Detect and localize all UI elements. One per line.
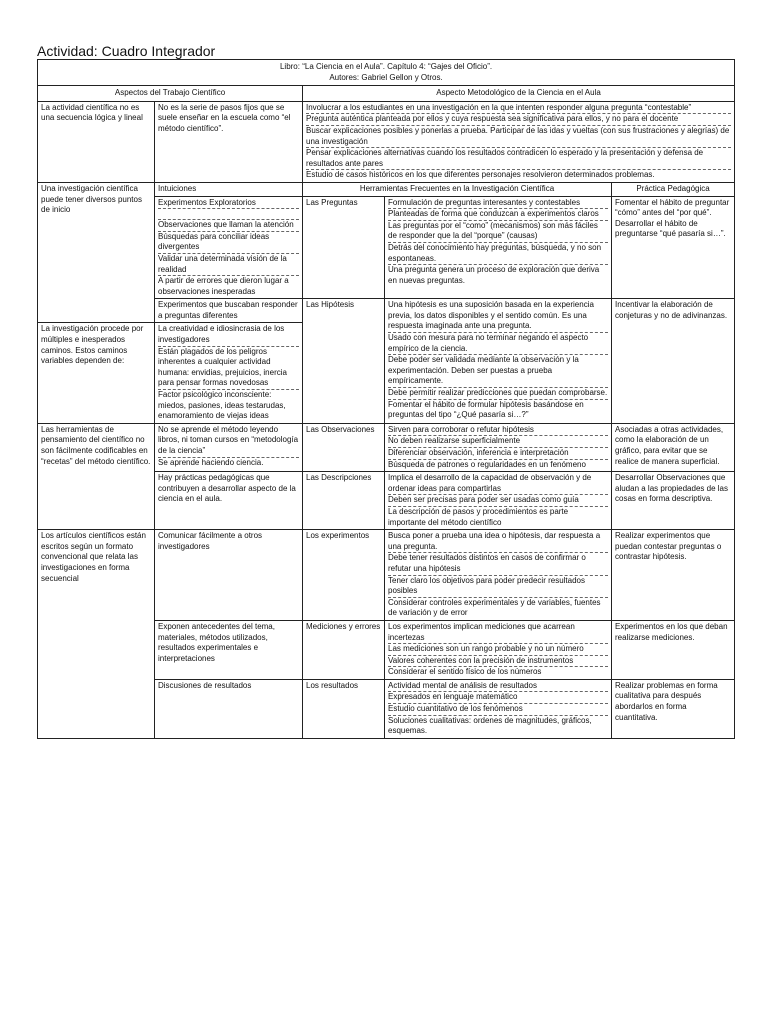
book-title: Libro: “La Ciencia en el Aula”. Capítulo 4: “Gajes del Oficio”. [279, 62, 493, 71]
table-row [38, 530, 735, 621]
subheader-practice: Práctica Pedagógica [612, 182, 735, 196]
integrator-table [37, 59, 735, 739]
list-item: Expresados en lenguaje matemático [388, 692, 608, 704]
list-item: Las preguntas por el “como” (mecanismos) son más fáciles de responder que la del “porque” (causas) [388, 221, 608, 243]
list-item: Usado con mesura para no terminar negando el aspecto empírico de la ciencia. [388, 333, 608, 355]
subheader-tools: Herramientas Frecuentes en la Investigación Científica [303, 182, 612, 196]
column-header-right: Aspecto Metodológico de la Ciencia en el Aula [303, 86, 735, 102]
practice-cell: Realizar problemas en forma cualitativa para después abordarlos en forma cuantitativa. [612, 679, 735, 738]
aspect-cell: Una investigación científica puede tener diversos puntos de inicio [38, 182, 155, 323]
list-item: Observaciones que llaman la atención [158, 220, 299, 232]
list-item: Involucrar a los estudiantes en una investigación en la que intenten responder alguna pregunta “contestable” [306, 103, 731, 115]
aspect-cell: Los artículos científicos están escritos según un formato convencional que relata las investigaciones en forma secuencial [38, 530, 155, 739]
list-item: No deben realizarse superficialmente [388, 436, 608, 448]
list-item: Búsquedas para conciliar ideas divergentes [158, 232, 299, 254]
list-item: Deben ser precisas para poder ser usadas como guía [388, 495, 608, 507]
tool-name: Los experimentos [303, 530, 385, 621]
table-row [38, 101, 735, 182]
list-item: Diferenciar observación, inferencia e interpretación [388, 448, 608, 460]
list-item: Actividad mental de análisis de resultados [388, 681, 608, 693]
list-item: Están plagados de los peligros inherentes a cualquier actividad humana: envidias, prejuicios, inercia para pensar formas novedosas [158, 347, 299, 390]
detail-cell: Hay prácticas pedagógicas que contribuyen a desarrollar aspecto de la ciencia en el aula. [155, 472, 303, 530]
list-item: Estudio de casos históricos en los que diferentes personajes resolvieron determinados problemas. [306, 170, 655, 180]
list-item: La creatividad e idiosincrasia de los investigadores [158, 324, 299, 346]
subheader-row [38, 182, 735, 196]
practice-cell: Experimentos en los que deban realizarse mediciones. [612, 620, 735, 679]
table-row [38, 423, 735, 471]
subheader-intuitions: Intuiciones [155, 182, 303, 196]
list-item: A partir de errores que dieron lugar a observaciones inesperadas [158, 276, 289, 296]
tool-name: Las Descripciones [303, 472, 385, 530]
tool-items [385, 620, 612, 679]
list-item: Debe tener resultados distintos en casos de confirmar o refutar una hipótesis [388, 553, 608, 575]
practice-cell: Fomentar el hábito de preguntar “cómo” antes del “por qué”. Desarrollar el hábito de preguntarse “qué pasaría si…”. [612, 196, 735, 299]
list-item: Tener claro los objetivos para poder predecir resultados posibles [388, 576, 608, 598]
list-item: Buscar explicaciones posibles y ponerlas a prueba. Participar de las idas y vueltas (con sus frustraciones y alegrías) de una investigación [306, 126, 731, 148]
list-item: Fomentar el hábito de formular hipótesis basándose en preguntas del tipo “¿Qué pasaría si…?” [388, 399, 584, 420]
tool-items [385, 196, 612, 299]
aspect-cell: La investigación procede por múltiples e inesperados caminos. Estos caminos variables dependen de: [38, 323, 155, 423]
detail-cell: No es la serie de pasos fijos que se suele enseñar en la escuela como “el método científico”. [155, 101, 303, 182]
list-item: Valores coherentes con la precisión de instrumentos [388, 656, 608, 668]
detail-cell [155, 323, 303, 423]
tool-name: Las Observaciones [303, 423, 385, 471]
list-item: Implica el desarrollo de la capacidad de observación y de ordenar ideas para compartirlas [388, 473, 608, 495]
detail-cell: Comunicar fácilmente a otros investigadores [155, 530, 303, 621]
list-item: La descripción de pasos y procedimientos es parte importante del método científico [388, 506, 569, 527]
detail-cell: Discusiones de resultados [155, 679, 303, 738]
tool-items [385, 679, 612, 738]
tool-items [385, 472, 612, 530]
list-item: Estudio cuantitativo de los fenómenos [388, 704, 608, 716]
page-title: Actividad: Cuadro Integrador [37, 43, 216, 59]
tool-items [385, 530, 612, 621]
detail-cell: Experimentos que buscaban responder a preguntas diferentes [155, 299, 303, 323]
items-cell [303, 101, 735, 182]
tool-items [385, 423, 612, 471]
tool-items [385, 299, 612, 424]
tool-name: Las Hipótesis [303, 299, 385, 424]
tool-name: Los resultados [303, 679, 385, 738]
list-item: Soluciones cualitativas: ordenes de magnitudes, gráficos, esquemas. [388, 715, 592, 736]
list-item: Planteadas de forma que conduzcan a experimentos claros [388, 209, 608, 221]
list-item: No se aprende el método leyendo libros, ni toman cursos en “metodología de la ciencia” [158, 425, 299, 458]
list-item: Los experimentos implican mediciones que acarrean incertezas [388, 622, 608, 644]
list-item: Validar una determinada visión de la realidad [158, 254, 299, 276]
list-item: Se aprende haciendo ciencia. [158, 457, 264, 467]
list-item: Formulación de preguntas interesantes y contestables [388, 198, 608, 210]
list-item: Experimentos Exploratorios [158, 198, 299, 210]
detail-cell [155, 423, 303, 471]
practice-cell: Desarrollar Observaciones que aludan a las propiedades de las cosas en forma descriptiva. [612, 472, 735, 530]
detail-cell [155, 196, 303, 299]
list-item: Busca poner a prueba una idea o hipótesis, dar respuesta a una pregunta. [388, 531, 608, 553]
column-header-row [38, 86, 735, 102]
aspect-cell: La actividad científica no es una secuencia lógica y lineal [38, 101, 155, 182]
list-item: Factor psicológico inconsciente: miedos, pasiones, ideas testarudas, enamoramiento de viejas ideas [158, 390, 286, 421]
list-item: Búsqueda de patrones o regularidades en un fenómeno [388, 459, 586, 469]
list-item: Debe permitir realizar predicciones que puedan comprobarse. [388, 388, 608, 400]
list-item: Debe poder ser validada mediante la observación y la experimentación. Deben ser puestas a prueba empíricamente. [388, 355, 608, 388]
practice-cell: Incentivar la elaboración de conjeturas y no de adivinanzas. [612, 299, 735, 424]
list-item: Considerar el sentido físico de los números [388, 667, 542, 677]
list-item: Pensar explicaciones alternativas cuando los resultados contradicen lo esperado y la presentación y defensa de resultados ante pares [306, 148, 731, 170]
list-item: Una hipótesis es una suposición basada en la experiencia previa, los datos disponibles y el sentido común. Es una respuesta imaginada ante una pregunta. [388, 300, 608, 333]
aspect-cell: Las herramientas de pensamiento del científico no son fácilmente codificables en “recetas” del método científico. [38, 423, 155, 529]
column-header-left: Aspectos del Trabajo Científico [38, 86, 303, 102]
list-item: Pregunta auténtica planteada por ellos y cuya respuesta sea significativa para ellos, y no para el docente [306, 114, 731, 126]
detail-cell: Exponen antecedentes del tema, materiales, métodos utilizados, resultados experimentales e interpretaciones [155, 620, 303, 679]
list-item: Sirven para corroborar o refutar hipótesis [388, 425, 608, 437]
practice-cell: Realizar experimentos que puedan contestar preguntas o contrastar hipótesis. [612, 530, 735, 621]
tool-name: Las Preguntas [303, 196, 385, 299]
book-authors: Autores: Gabriel Gellon y Otros. [329, 72, 443, 82]
tool-name: Mediciones y errores [303, 620, 385, 679]
list-item: Considerar controles experimentales y de variables, fuentes de variación y de error [388, 597, 601, 618]
list-item: Las mediciones son un rango probable y no un número [388, 644, 608, 656]
list-item: Una pregunta genera un proceso de exploración que deriva en nuevas preguntas. [388, 265, 600, 285]
practice-cell: Asociadas a otras actividades, como la elaboración de un gráfico, para evitar que se realice de manera superficial. [612, 423, 735, 471]
list-item: Detrás del conocimiento hay preguntas, búsqueda, y no son espontaneas. [388, 243, 608, 265]
book-header-row [38, 60, 735, 86]
